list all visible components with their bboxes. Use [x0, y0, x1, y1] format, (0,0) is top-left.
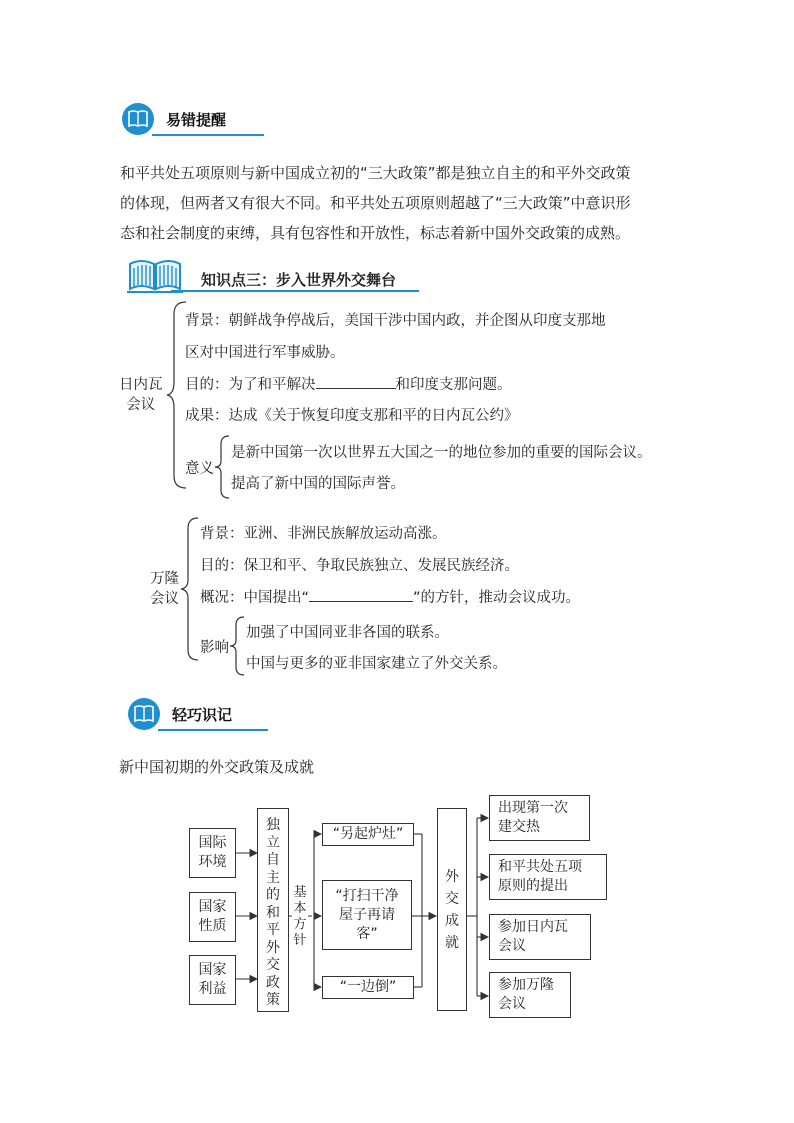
geneva-significance-2: 提高了新中国的国际声誉。 — [231, 476, 405, 492]
policy-char: 策 — [266, 992, 280, 1008]
section-title: 知识点三：步入世界外交舞台 — [201, 271, 397, 289]
goal-suffix: 和印度支那问题。 — [395, 377, 512, 393]
overview-prefix: 概况：中国提出“ — [200, 590, 310, 606]
bandung-overview — [200, 586, 580, 607]
bandung-goal: 目的：保卫和平、争取民族独立、发展民族经济。 — [200, 558, 519, 574]
factor-box-national-interest — [189, 955, 236, 1005]
achievement-box-geneva — [489, 914, 591, 960]
bandung-brace — [180, 516, 200, 662]
fill-blank[interactable] — [309, 587, 413, 602]
section-header-error-reminder — [122, 103, 272, 139]
open-book-icon — [127, 256, 183, 294]
achievement-box-five-principles — [489, 854, 607, 900]
guideline-char: 本 — [293, 901, 307, 916]
bandung-impact-2: 中国与更多的亚非国家建立了外交关系。 — [246, 656, 507, 672]
title-underline — [171, 290, 419, 292]
achievement-box-bandung — [489, 972, 571, 1018]
book-icon — [122, 103, 154, 135]
geneva-goal — [185, 373, 512, 394]
policy-text: “打扫干净 — [335, 887, 399, 904]
policy-new-stove-box — [322, 823, 414, 846]
book-icon — [128, 698, 160, 730]
achievement-box-diplomatic-wave — [489, 795, 590, 841]
fill-blank[interactable] — [316, 374, 396, 389]
goal-prefix: 目的：为了和平解决 — [185, 377, 316, 393]
policy-text: “另起炉灶” — [332, 826, 404, 842]
policy-char: 外 — [266, 939, 280, 956]
overview-suffix: ”的方针，推动会议成功。 — [413, 590, 581, 606]
policy-char: 主 — [266, 869, 280, 886]
paragraph-line: 的体现，但两者又有很大不同。和平共处五项原则超越了“三大政策”中意识形 — [120, 194, 631, 212]
achievement-text: 建交热 — [498, 819, 540, 835]
bandung-impact-label: 影响 — [200, 640, 229, 656]
independent-peace-policy-box — [257, 808, 289, 1012]
policy-char: 交 — [266, 957, 280, 973]
section-header-knowledge-point — [127, 256, 427, 296]
policy-char: 政 — [266, 974, 280, 991]
policy-char: 平 — [266, 922, 280, 938]
geneva-label-line: 会议 — [126, 397, 156, 413]
achievement-text: 原则的提出 — [498, 878, 568, 894]
section-title: 轻巧识记 — [172, 706, 233, 724]
title-underline — [152, 134, 264, 136]
policy-char: 的 — [266, 887, 280, 903]
geneva-significance-1: 是新中国第一次以世界五大国之一的地位参加的重要的国际会议。 — [231, 445, 652, 461]
achievement-char: 外 — [445, 868, 459, 885]
achievement-text: 参加日内瓦 — [498, 919, 568, 935]
policy-char: 独 — [266, 817, 280, 833]
achievement-char: 就 — [445, 934, 459, 951]
geneva-background: 背景：朝鲜战争停战后，美国干涉中国内政，并企图从印度支那地 — [185, 313, 606, 329]
policy-text: 客” — [356, 925, 378, 942]
diplomatic-achievements-box — [437, 808, 467, 1011]
policy-lean-one-side-box — [322, 976, 414, 999]
achievement-text: 会议 — [498, 938, 526, 954]
factor-box-national-nature — [189, 892, 236, 942]
bandung-label-line: 万隆 — [150, 571, 179, 587]
achievement-text: 和平共处五项 — [498, 859, 582, 875]
factor-text: 性质 — [198, 918, 227, 934]
paragraph-line: 态和社会制度的束缚，具有包容性和开放性，标志着新中国外交政策的成熟。 — [120, 224, 631, 242]
factor-text: 国家 — [198, 899, 227, 915]
policy-text: 屋子再请 — [338, 906, 395, 923]
geneva-label — [119, 375, 163, 415]
factor-text: 环境 — [198, 854, 227, 870]
impact-brace — [229, 615, 245, 677]
section-header-easy-memory — [128, 698, 278, 734]
geneva-label-line: 日内瓦 — [119, 377, 163, 393]
guideline-char: 针 — [293, 933, 307, 948]
policy-char: 立 — [266, 834, 280, 851]
achievement-char: 成 — [445, 912, 459, 929]
geneva-significance-label: 意义 — [185, 461, 214, 477]
bandung-background: 背景：亚洲、非洲民族解放运动高涨。 — [200, 526, 447, 542]
reminder-paragraph — [120, 158, 631, 248]
bandung-label — [150, 569, 179, 609]
geneva-result: 成果：达成《关于恢复印度支那和平的日内瓦公约》 — [185, 408, 519, 424]
section-title: 易错提醒 — [166, 111, 227, 129]
geneva-background-cont: 区对中国进行军事威胁。 — [185, 345, 345, 361]
basic-guideline-label — [292, 885, 308, 949]
factor-box-international-environment — [189, 828, 236, 878]
factor-text: 国际 — [198, 835, 227, 851]
policy-clean-house-box — [322, 880, 412, 950]
bandung-impact-1: 加强了中国同亚非各国的联系。 — [246, 625, 449, 641]
title-underline — [158, 729, 268, 731]
achievement-char: 交 — [445, 890, 459, 907]
achievement-text: 参加万隆 — [498, 977, 554, 993]
achievement-text: 出现第一次 — [498, 800, 568, 816]
diagram-caption: 新中国初期的外交政策及成就 — [119, 758, 315, 776]
achievement-text: 会议 — [498, 996, 526, 1012]
policy-char: 自 — [266, 852, 280, 868]
guideline-char: 方 — [293, 917, 307, 932]
factor-text: 国家 — [198, 962, 227, 978]
bandung-label-line: 会议 — [150, 591, 179, 607]
significance-brace — [214, 434, 230, 500]
policy-char: 和 — [266, 904, 280, 921]
paragraph-line: 和平共处五项原则与新中国成立初的“三大政策”都是独立自主的和平外交政策 — [120, 164, 631, 182]
factor-text: 利益 — [198, 981, 227, 997]
guideline-char: 基 — [293, 885, 307, 900]
policy-text: “一边倒” — [339, 979, 397, 995]
